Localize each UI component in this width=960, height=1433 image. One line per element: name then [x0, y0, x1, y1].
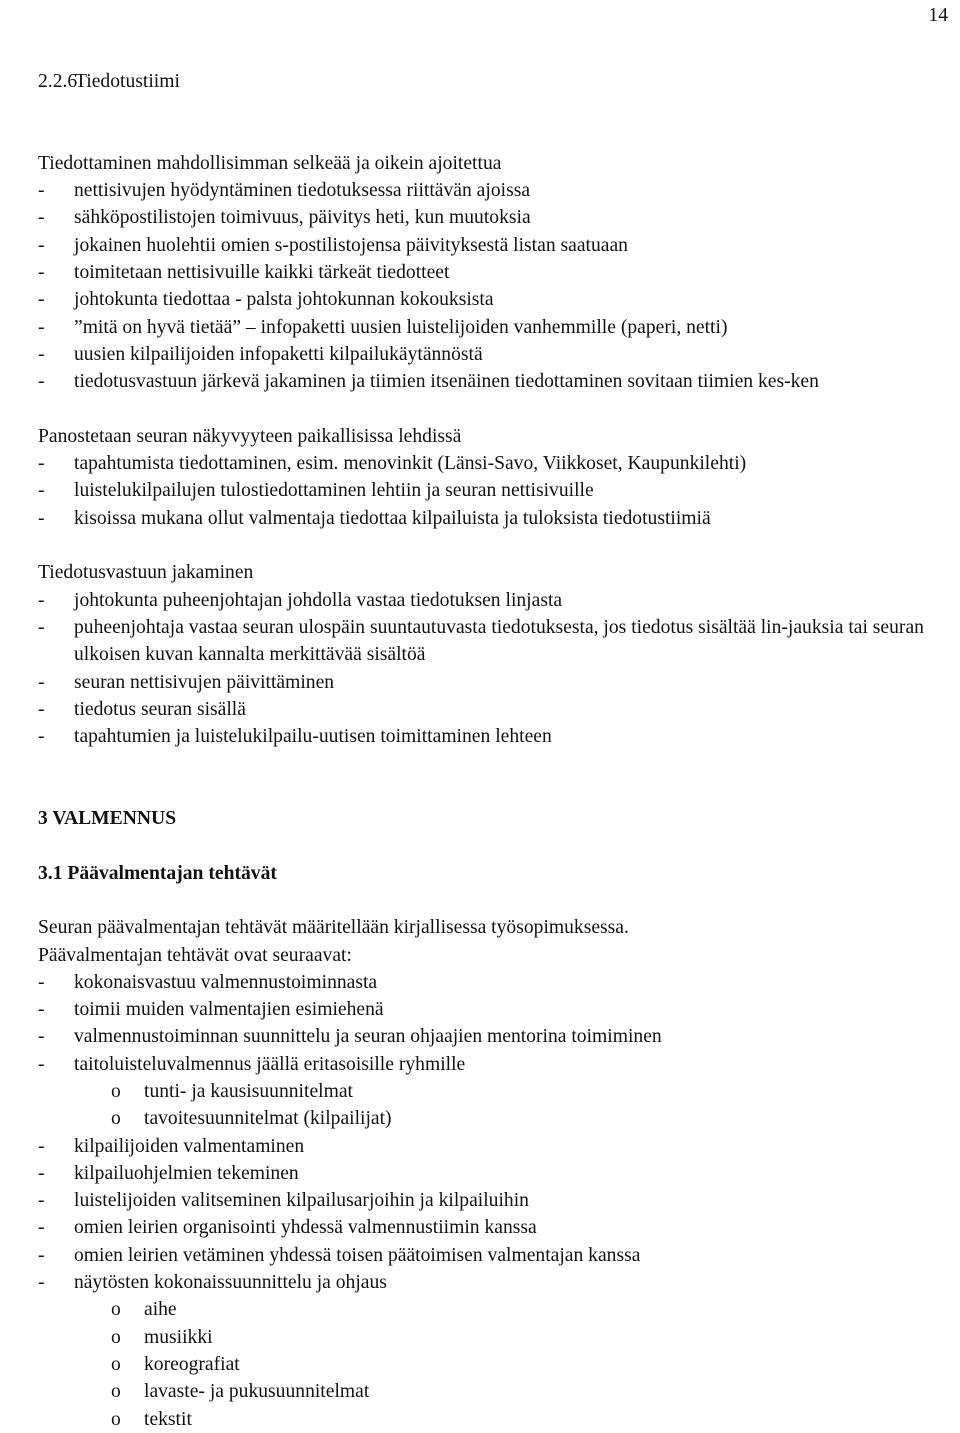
section-heading — [38, 68, 943, 95]
dash-marker: - — [38, 726, 45, 748]
dash-marker: - — [38, 1190, 45, 1212]
list-item-text: uusien kilpailijoiden infopaketti kilpailukäytännöstä — [74, 343, 483, 365]
dash-marker: - — [38, 234, 45, 256]
list-item — [38, 696, 943, 723]
dash-marker: - — [38, 480, 45, 502]
list-item — [38, 723, 943, 750]
list-item — [38, 314, 943, 341]
paragraph: Päävalmentajan tehtävät ovat seuraavat: — [38, 944, 352, 966]
dash-marker: - — [38, 507, 45, 529]
list-item — [38, 1187, 943, 1214]
sub-list-item — [38, 1078, 943, 1105]
dash-marker: - — [38, 453, 45, 475]
list-item — [38, 177, 943, 204]
sub-list-item-text: tekstit — [144, 1408, 192, 1430]
sub-list-item — [38, 1296, 943, 1323]
list-item — [38, 1051, 943, 1078]
list-item — [38, 996, 943, 1023]
document-body — [38, 68, 943, 1433]
section-number: 2.2.6 — [38, 71, 78, 92]
sub-list-item-text: tunti- ja kausisuunnitelmat — [144, 1080, 353, 1102]
list-item-text: taitoluisteluvalmennus jäällä eritasoisille ryhmille — [74, 1053, 466, 1075]
section-title: Tiedotustiimi — [75, 71, 180, 92]
dash-marker: - — [38, 1272, 45, 1294]
list-item-text: valmennustoiminnan suunnittelu ja seuran ohjaajien mentorina toimiminen — [74, 1026, 662, 1048]
list-item-text: näytösten kokonaissuunnittelu ja ohjaus — [74, 1272, 387, 1294]
sub-list-item — [38, 1351, 943, 1378]
sub-list-item — [38, 1105, 943, 1132]
list-item-text: omien leirien organisointi yhdessä valmennustiimin kanssa — [74, 1217, 537, 1239]
list-item-text: puheenjohtaja vastaa seuran ulospäin suuntautuvasta tiedotuksesta, jos tiedotus sisältää lin-jauksia tai seuran ulkoisen kuvan kannalta merkittävää sisältöä — [74, 616, 924, 666]
list-item — [38, 587, 943, 614]
list-item-text: seuran nettisivujen päivittäminen — [74, 671, 335, 693]
list-item-text: luistelukilpailujen tulostiedottaminen lehtiin ja seuran nettisivuille — [74, 480, 594, 502]
sub-list-item — [38, 1378, 943, 1405]
list-item-text: tiedotusvastuun järkevä jakaminen ja tiimien itsenäinen tiedottaminen sovitaan tiimien kes-ken — [74, 371, 819, 393]
dash-marker: - — [38, 999, 45, 1021]
list-item-text: jokainen huolehtii omien s-postilistojensa päivityksestä listan saatuaan — [74, 234, 628, 256]
list-item-text: kilpailijoiden valmentaminen — [74, 1135, 305, 1157]
list-item — [38, 204, 943, 231]
list-item-text: luistelijoiden valitseminen kilpailusarjoihin ja kilpailuihin — [74, 1190, 529, 1212]
sub-list-item-text: aihe — [144, 1299, 177, 1321]
bullet-marker: o — [111, 1108, 121, 1130]
sub-list-item-text: koreografiat — [144, 1353, 240, 1375]
bullet-marker: o — [111, 1381, 121, 1403]
list-item — [38, 368, 943, 395]
bullet-marker: o — [111, 1080, 121, 1102]
bullet-marker: o — [111, 1299, 121, 1321]
sub-list-item — [38, 1324, 943, 1351]
dash-marker: - — [38, 316, 45, 338]
sub-list-item-text: lavaste- ja pukusuunnitelmat — [144, 1381, 370, 1403]
sub-list-item-text: tavoitesuunnitelmat (kilpailijat) — [144, 1108, 392, 1130]
list-item — [38, 286, 943, 313]
dash-marker: - — [38, 371, 45, 393]
dash-marker: - — [38, 343, 45, 365]
list-item-text: johtokunta tiedottaa - palsta johtokunnan kokouksista — [74, 289, 494, 311]
paragraph-intro: Tiedotusvastuun jakaminen — [38, 562, 254, 584]
dash-marker: - — [38, 262, 45, 284]
dash-marker: - — [38, 1135, 45, 1157]
list-item-text: ”mitä on hyvä tietää” – infopaketti uusien luistelijoiden vanhemmille (paperi, netti) — [74, 316, 728, 338]
list-item-text: nettisivujen hyödyntäminen tiedotuksessa riittävän ajoissa — [74, 180, 531, 202]
dash-marker: - — [38, 1217, 45, 1239]
list-item — [38, 669, 943, 696]
dash-marker: - — [38, 1162, 45, 1184]
paragraph: Seuran päävalmentajan tehtävät määritellään kirjallisessa työsopimuksessa. — [38, 917, 629, 939]
dash-marker: - — [38, 589, 45, 611]
list-item-text: tapahtumien ja luistelukilpailu-uutisen toimittaminen lehteen — [74, 726, 552, 748]
list-item — [38, 341, 943, 368]
list-item-text: kilpailuohjelmien tekeminen — [74, 1162, 299, 1184]
list-item — [38, 1133, 943, 1160]
list-item-text: toimitetaan nettisivuille kaikki tärkeät tiedotteet — [74, 262, 450, 284]
section-heading: 3.1 Päävalmentajan tehtävät — [38, 862, 277, 884]
list-item-text: kokonaisvastuu valmennustoiminnasta — [74, 971, 378, 993]
sub-list-item-text: musiikki — [144, 1326, 213, 1348]
list-item — [38, 450, 943, 477]
list-item — [38, 505, 943, 532]
list-item — [38, 614, 943, 669]
chapter-heading: 3 VALMENNUS — [38, 808, 177, 830]
list-item-text: sähköpostilistojen toimivuus, päivitys heti, kun muutoksia — [74, 207, 531, 229]
dash-marker: - — [38, 698, 45, 720]
bullet-marker: o — [111, 1353, 121, 1375]
list-item-text: kisoissa mukana ollut valmentaja tiedottaa kilpailuista ja tuloksista tiedotustiimiä — [74, 507, 711, 529]
list-item — [38, 1242, 943, 1269]
list-item — [38, 1160, 943, 1187]
paragraph-intro: Panostetaan seuran näkyvyyteen paikallisissa lehdissä — [38, 425, 462, 447]
bullet-marker: o — [111, 1326, 121, 1348]
dash-marker: - — [38, 671, 45, 693]
list-item-text: toimii muiden valmentajien esimiehenä — [74, 999, 384, 1021]
list-item-text: johtokunta puheenjohtajan johdolla vastaa tiedotuksen linjasta — [74, 589, 563, 611]
list-item-text: tiedotus seuran sisällä — [74, 698, 246, 720]
list-item — [38, 259, 943, 286]
sub-list-item — [38, 1406, 943, 1433]
dash-marker: - — [38, 1026, 45, 1048]
list-item — [38, 1214, 943, 1241]
dash-marker: - — [38, 616, 45, 638]
list-item — [38, 969, 943, 996]
list-item — [38, 232, 943, 259]
list-item — [38, 1023, 943, 1050]
list-item-text: omien leirien vetäminen yhdessä toisen päätoimisen valmentajan kanssa — [74, 1244, 641, 1266]
list-item — [38, 477, 943, 504]
paragraph-intro: Tiedottaminen mahdollisimman selkeää ja oikein ajoitettua — [38, 152, 502, 174]
dash-marker: - — [38, 207, 45, 229]
dash-marker: - — [38, 1053, 45, 1075]
dash-marker: - — [38, 1244, 45, 1266]
dash-marker: - — [38, 180, 45, 202]
list-item-text: tapahtumista tiedottaminen, esim. menovinkit (Länsi-Savo, Viikkoset, Kaupunkilehti) — [74, 453, 747, 475]
dash-marker: - — [38, 289, 45, 311]
list-item — [38, 1269, 943, 1296]
bullet-marker: o — [111, 1408, 121, 1430]
page-number: 14 — [928, 5, 948, 26]
dash-marker: - — [38, 971, 45, 993]
